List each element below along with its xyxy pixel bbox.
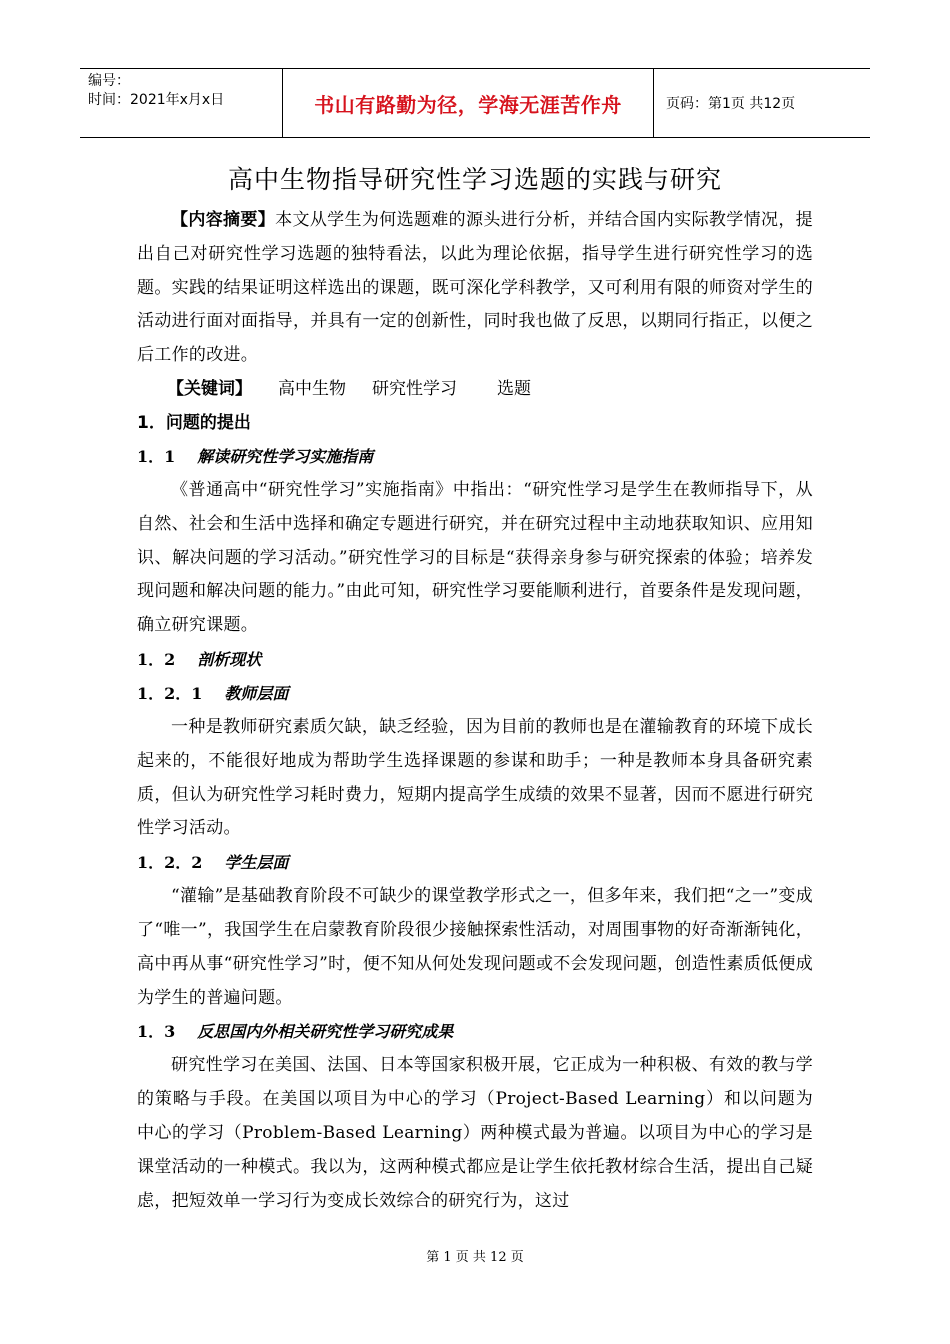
section-title: 学生层面 bbox=[224, 853, 289, 873]
abstract-label: 【内容摘要】 bbox=[171, 210, 276, 230]
section-number: 1．2．2 bbox=[137, 853, 203, 873]
document-title: 高中生物指导研究性学习选题的实践与研究 bbox=[227, 165, 722, 194]
section-number: 1．2．1 bbox=[137, 683, 203, 703]
section-heading-1-1 bbox=[137, 440, 813, 474]
section-title: 反思国内外相关研究性学习研究成果 bbox=[197, 1022, 454, 1042]
header-page-label: 页码：第1页 共12页 bbox=[666, 96, 796, 112]
section-title: 解读研究性学习实施指南 bbox=[197, 446, 374, 466]
section-number: 1．3 bbox=[137, 1022, 176, 1042]
keyword-item: 高中生物 bbox=[278, 378, 346, 399]
abstract-text: 本文从学生为何选题难的源头进行分析，并结合国内实际教学情况，提出自己对研究性学习选题的独特看法，以此为理论依据，指导学生进行研究性学习的选题。实践的结果证明这样选出的课题，既可深化学科教学，又可利用有限的师资对学生的活动进行面对面指导，并具有一定的创新性，同时我也做了反思，以期同行指正，以便之后工作的改进。 bbox=[137, 210, 813, 366]
keywords-line bbox=[137, 373, 813, 406]
section-number: 1．1 bbox=[137, 446, 176, 466]
body-paragraph: 《普通高中“研究性学习”实施指南》中指出：“研究性学习是学生在教师指导下，从自然、社会和生活中选择和确定专题进行研究，并在研究过程中主动地获取知识、应用知识、解决问题的学习活动。”研究性学习的目标是“获得亲身参与研究探索的体验；培养发现问题和解决问题的能力。”由此可知，研究性学习要能顺利进行，首要条件是发现问题，确立研究课题。 bbox=[137, 479, 813, 636]
keywords-label: 【关键词】 bbox=[167, 378, 252, 399]
abstract-paragraph bbox=[137, 204, 813, 373]
section-title: 剖析现状 bbox=[197, 649, 262, 669]
section-heading-1: 1．问题的提出 bbox=[137, 412, 251, 433]
document-header bbox=[80, 68, 870, 138]
number-label: 编号： bbox=[88, 73, 130, 89]
page-footer: 第 1 页 共 12 页 bbox=[426, 1250, 524, 1265]
section-heading-1-3 bbox=[137, 1015, 813, 1049]
document-body bbox=[137, 204, 813, 1218]
section-heading-1-2 bbox=[137, 643, 813, 677]
header-motto: 书山有路勤为径，学海无涯苦作舟 bbox=[282, 69, 654, 137]
header-meta bbox=[80, 69, 282, 137]
section-title: 教师层面 bbox=[224, 683, 289, 703]
body-paragraph: 研究性学习在美国、法国、日本等国家积极开展，它正成为一种积极、有效的教与学的策略与手段。在美国以项目为中心的学习（Project-Based Learning）和以问题为中心的学习（Problem-Based Learning）两种模式最为普遍。以项目为中心的学习是课堂活动的一种模式。我以为，这两种模式都应是让学生依托教材综合生活，提出自己疑虑，把短效单一学习行为变成长效综合的研究行为，这过 bbox=[137, 1055, 813, 1211]
keyword-item: 研究性学习 bbox=[372, 378, 457, 399]
section-heading-1-2-2 bbox=[137, 846, 813, 880]
section-heading-1-2-1 bbox=[137, 677, 813, 711]
keyword-item: 选题 bbox=[497, 378, 531, 399]
body-paragraph: 一种是教师研究素质欠缺，缺乏经验，因为目前的教师也是在灌输教育的环境下成长起来的，不能很好地成为帮助学生选择课题的参谋和助手；一种是教师本身具备研究素质，但认为研究性学习耗时费力，短期内提高学生成绩的效果不显著，因而不愿进行研究性学习活动。 bbox=[137, 716, 813, 839]
body-paragraph: “灌输”是基础教育阶段不可缺少的课堂教学形式之一，但多年来，我们把“之一”变成了“唯一”，我国学生在启蒙教育阶段很少接触探索性活动，对周围事物的好奇渐渐钝化，高中再从事“研究性学习”时，便不知从何处发现问题或不会发现问题，创造性素质低便成为学生的普遍问题。 bbox=[137, 886, 813, 1008]
section-number: 1．2 bbox=[137, 649, 176, 669]
time-label: 时间：2021年x月x日 bbox=[88, 92, 225, 108]
